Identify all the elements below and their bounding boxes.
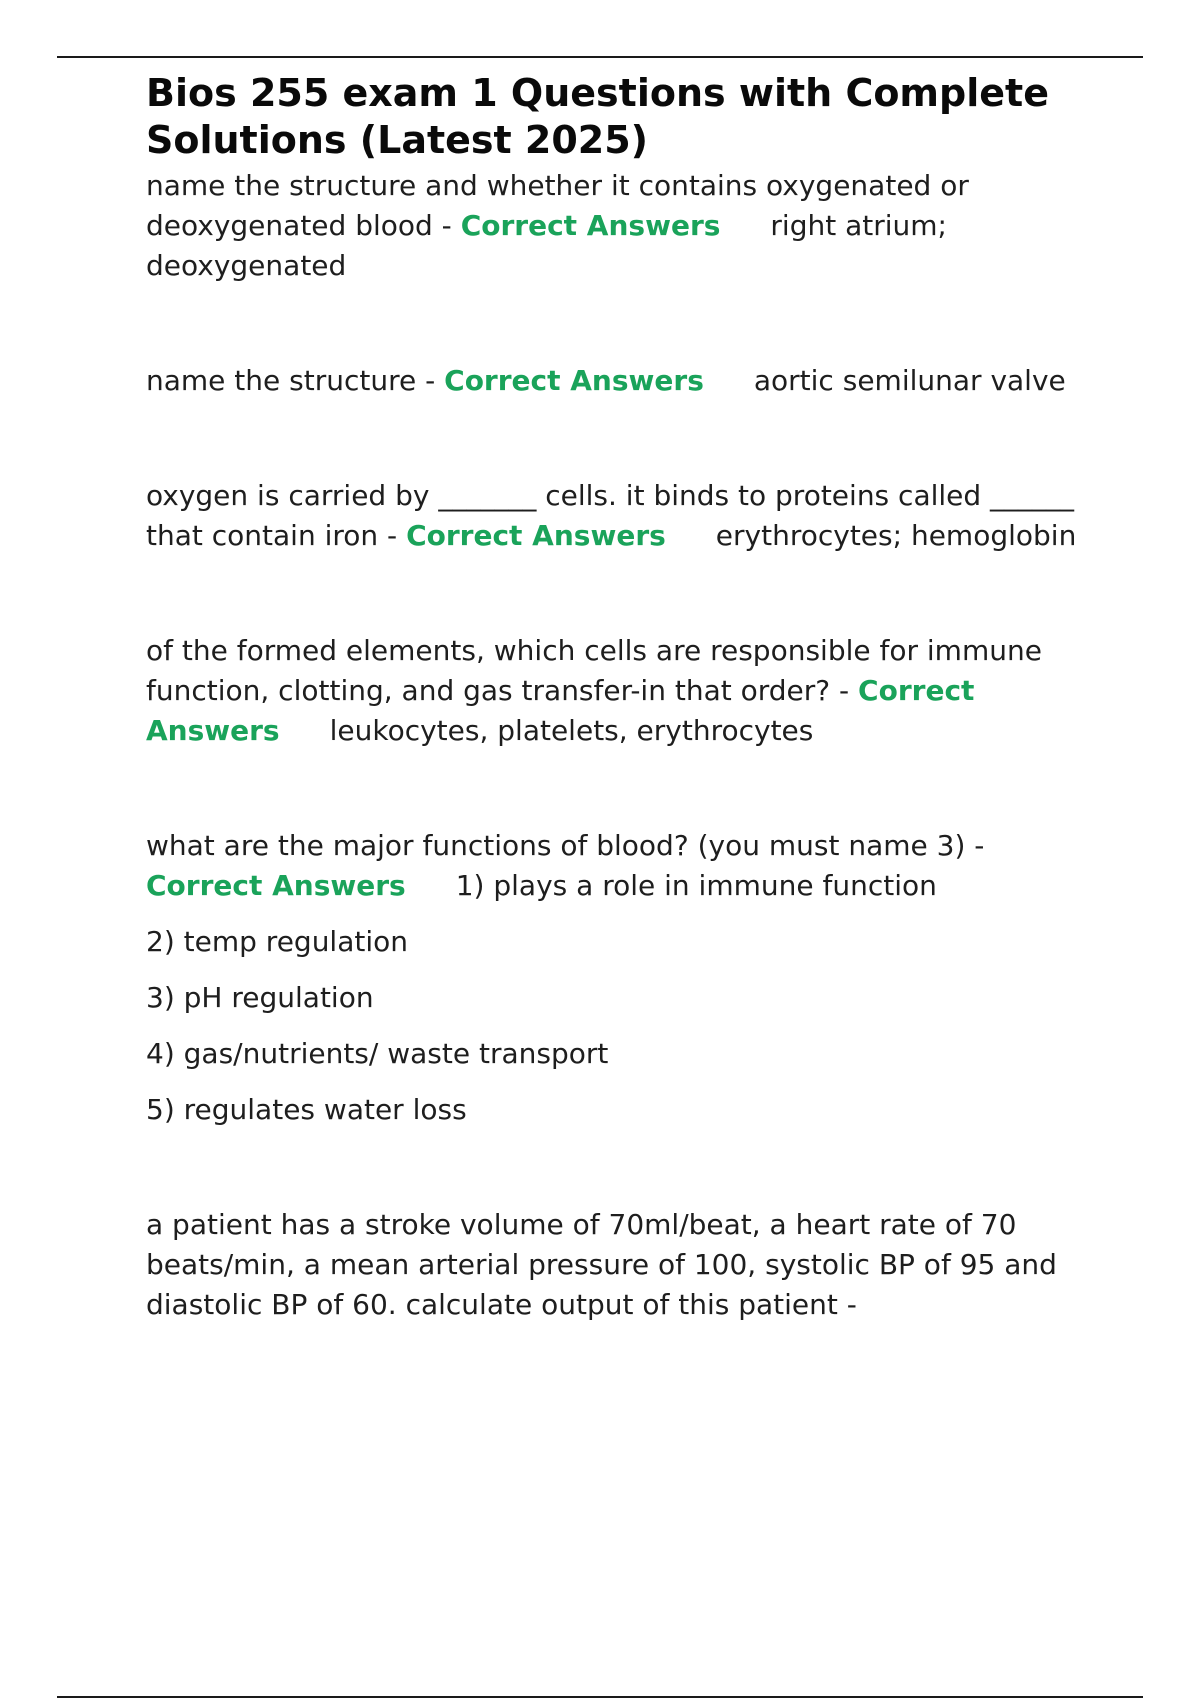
question-5 — [146, 826, 1096, 906]
correct-answers-label: Correct Answers — [406, 519, 666, 552]
question-2 — [146, 361, 1096, 401]
answer-3-text: erythrocytes; hemoglobin — [715, 519, 1077, 552]
question-3 — [146, 476, 1096, 556]
question-3-text: oxygen is carried by _______ cells. it binds to proteins called ______ that contain iron - — [146, 479, 1075, 552]
question-2-text: name the structure - — [146, 364, 445, 397]
correct-answers-label: Correct Answers — [146, 869, 406, 902]
document-body — [146, 70, 1096, 1325]
correct-answers-label: Correct Answers — [460, 209, 721, 242]
question-1-text: name the structure and whether it contains oxygenated or deoxygenated blood - — [146, 169, 969, 242]
answer-5-line-2: 2) temp regulation — [146, 925, 409, 958]
answer-4-text: leukocytes, platelets, erythrocytes — [329, 714, 814, 747]
correct-answers-label: Correct Answers — [444, 364, 704, 397]
correct-answers-label: Correct Answers — [146, 674, 975, 747]
answer-2-text: aortic semilunar valve — [753, 364, 1066, 397]
question-1 — [146, 166, 1096, 286]
answer-5-line-3: 3) pH regulation — [146, 981, 374, 1014]
answer-1-text: right atrium; deoxygenated — [146, 209, 947, 282]
answer-5-line-5: 5) regulates water loss — [146, 1093, 467, 1126]
question-4 — [146, 631, 1096, 751]
question-6 — [146, 1205, 1096, 1325]
question-5-text: what are the major functions of blood? (you must name 3) - — [146, 829, 985, 862]
question-6-text: a patient has a stroke volume of 70ml/beat, a heart rate of 70 beats/min, a mean arterial pressure of 100, systolic BP of 95 and diastolic BP of 60. calculate output of this patient - — [146, 1208, 1057, 1321]
answer-5-text: 1) plays a role in immune function — [455, 869, 937, 902]
answer-5-line-4: 4) gas/nutrients/ waste transport — [146, 1037, 609, 1070]
question-4-text: of the formed elements, which cells are responsible for immune function, clotting, and gas transfer-in that order? - — [146, 634, 1042, 707]
top-rule — [57, 56, 1143, 58]
document-title: Bios 255 exam 1 Questions with Complete Solutions (Latest 2025) — [146, 71, 1049, 162]
bottom-rule — [57, 1696, 1143, 1698]
